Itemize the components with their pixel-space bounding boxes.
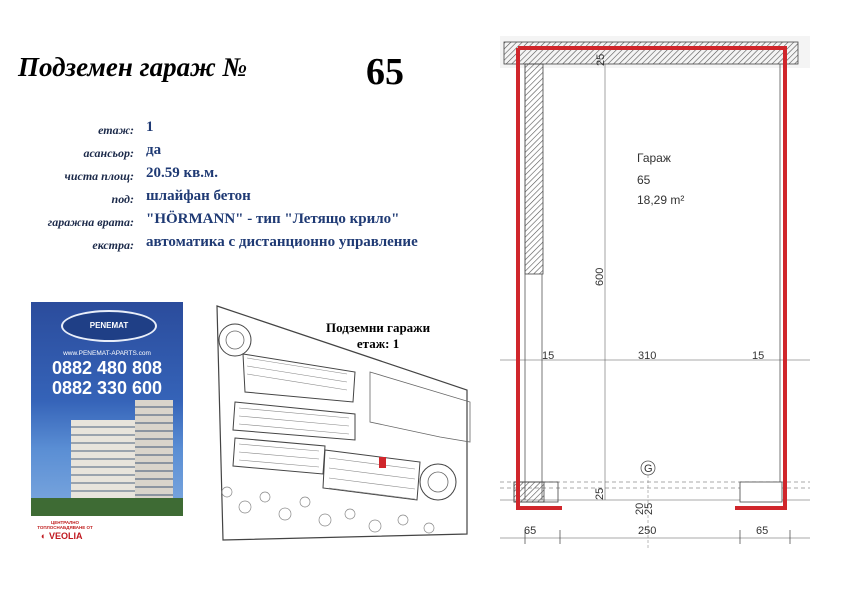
title-text: Подземен гараж №: [18, 52, 248, 82]
dim-lower-b: 20: [634, 502, 646, 515]
dim-bottom-mid: 250: [638, 525, 657, 537]
veolia-text: VEOLIA: [48, 531, 83, 541]
garage-outline: [518, 48, 785, 508]
dim-height: 600: [594, 267, 606, 286]
veolia-logo: ◐ VEOLIA: [41, 531, 83, 541]
dim-width: 310: [638, 350, 657, 362]
dim-lower-c: 25: [643, 502, 655, 515]
dim-bottom-right: 65: [756, 525, 769, 537]
property-label: чиста площ:: [64, 169, 134, 183]
dim-lower-a: 25: [594, 487, 606, 500]
dim-wall-right: 15: [752, 350, 765, 362]
ad-phone-1: 0882 480 808: [51, 358, 163, 378]
garage-number: 65: [366, 51, 404, 93]
site-plan-title-line1: Подземни гаражи: [326, 320, 431, 335]
room-area: 18,29 m²: [637, 193, 685, 207]
site-plan-title: [326, 320, 430, 352]
dim-bottom-left: 65: [524, 525, 537, 537]
property-label: екстра:: [92, 238, 134, 252]
property-label: гаражна врата:: [47, 215, 134, 229]
property-value: 1: [146, 119, 154, 135]
penemat-logo: PENEMAT: [61, 310, 157, 342]
property-value: 20.59 кв.м.: [146, 165, 218, 181]
room-name: Гараж: [637, 151, 671, 165]
ad-phone-2: 0882 330 600: [51, 378, 163, 398]
property-value: "HÖRMANN" - тип "Летящо крило": [146, 211, 400, 227]
property-label: под:: [111, 192, 134, 206]
property-value: шлайфан бетон: [146, 188, 251, 204]
property-value: автоматика с дистанционно управление: [146, 234, 418, 250]
ad-url: www.PENEMAT-APARTS.com: [63, 350, 151, 357]
property-value: да: [146, 142, 162, 158]
ad-heating-text: ЦЕНТРАЛНО ТОПЛОСНАБДЯВАНЕ ОТ: [37, 520, 93, 530]
property-label: етаж:: [98, 123, 134, 137]
dim-wall-left: 15: [542, 350, 555, 362]
advertisement-banner: [31, 302, 183, 547]
garage-location-marker: [379, 457, 386, 468]
floor-plan: [500, 30, 810, 550]
room-number: 65: [637, 173, 651, 187]
page-title: [18, 51, 404, 93]
property-label: асансьор:: [83, 146, 134, 160]
axis-label: G: [644, 463, 653, 475]
dim-top: 25: [595, 53, 607, 66]
site-plan-title-line2: етаж: 1: [356, 336, 400, 351]
